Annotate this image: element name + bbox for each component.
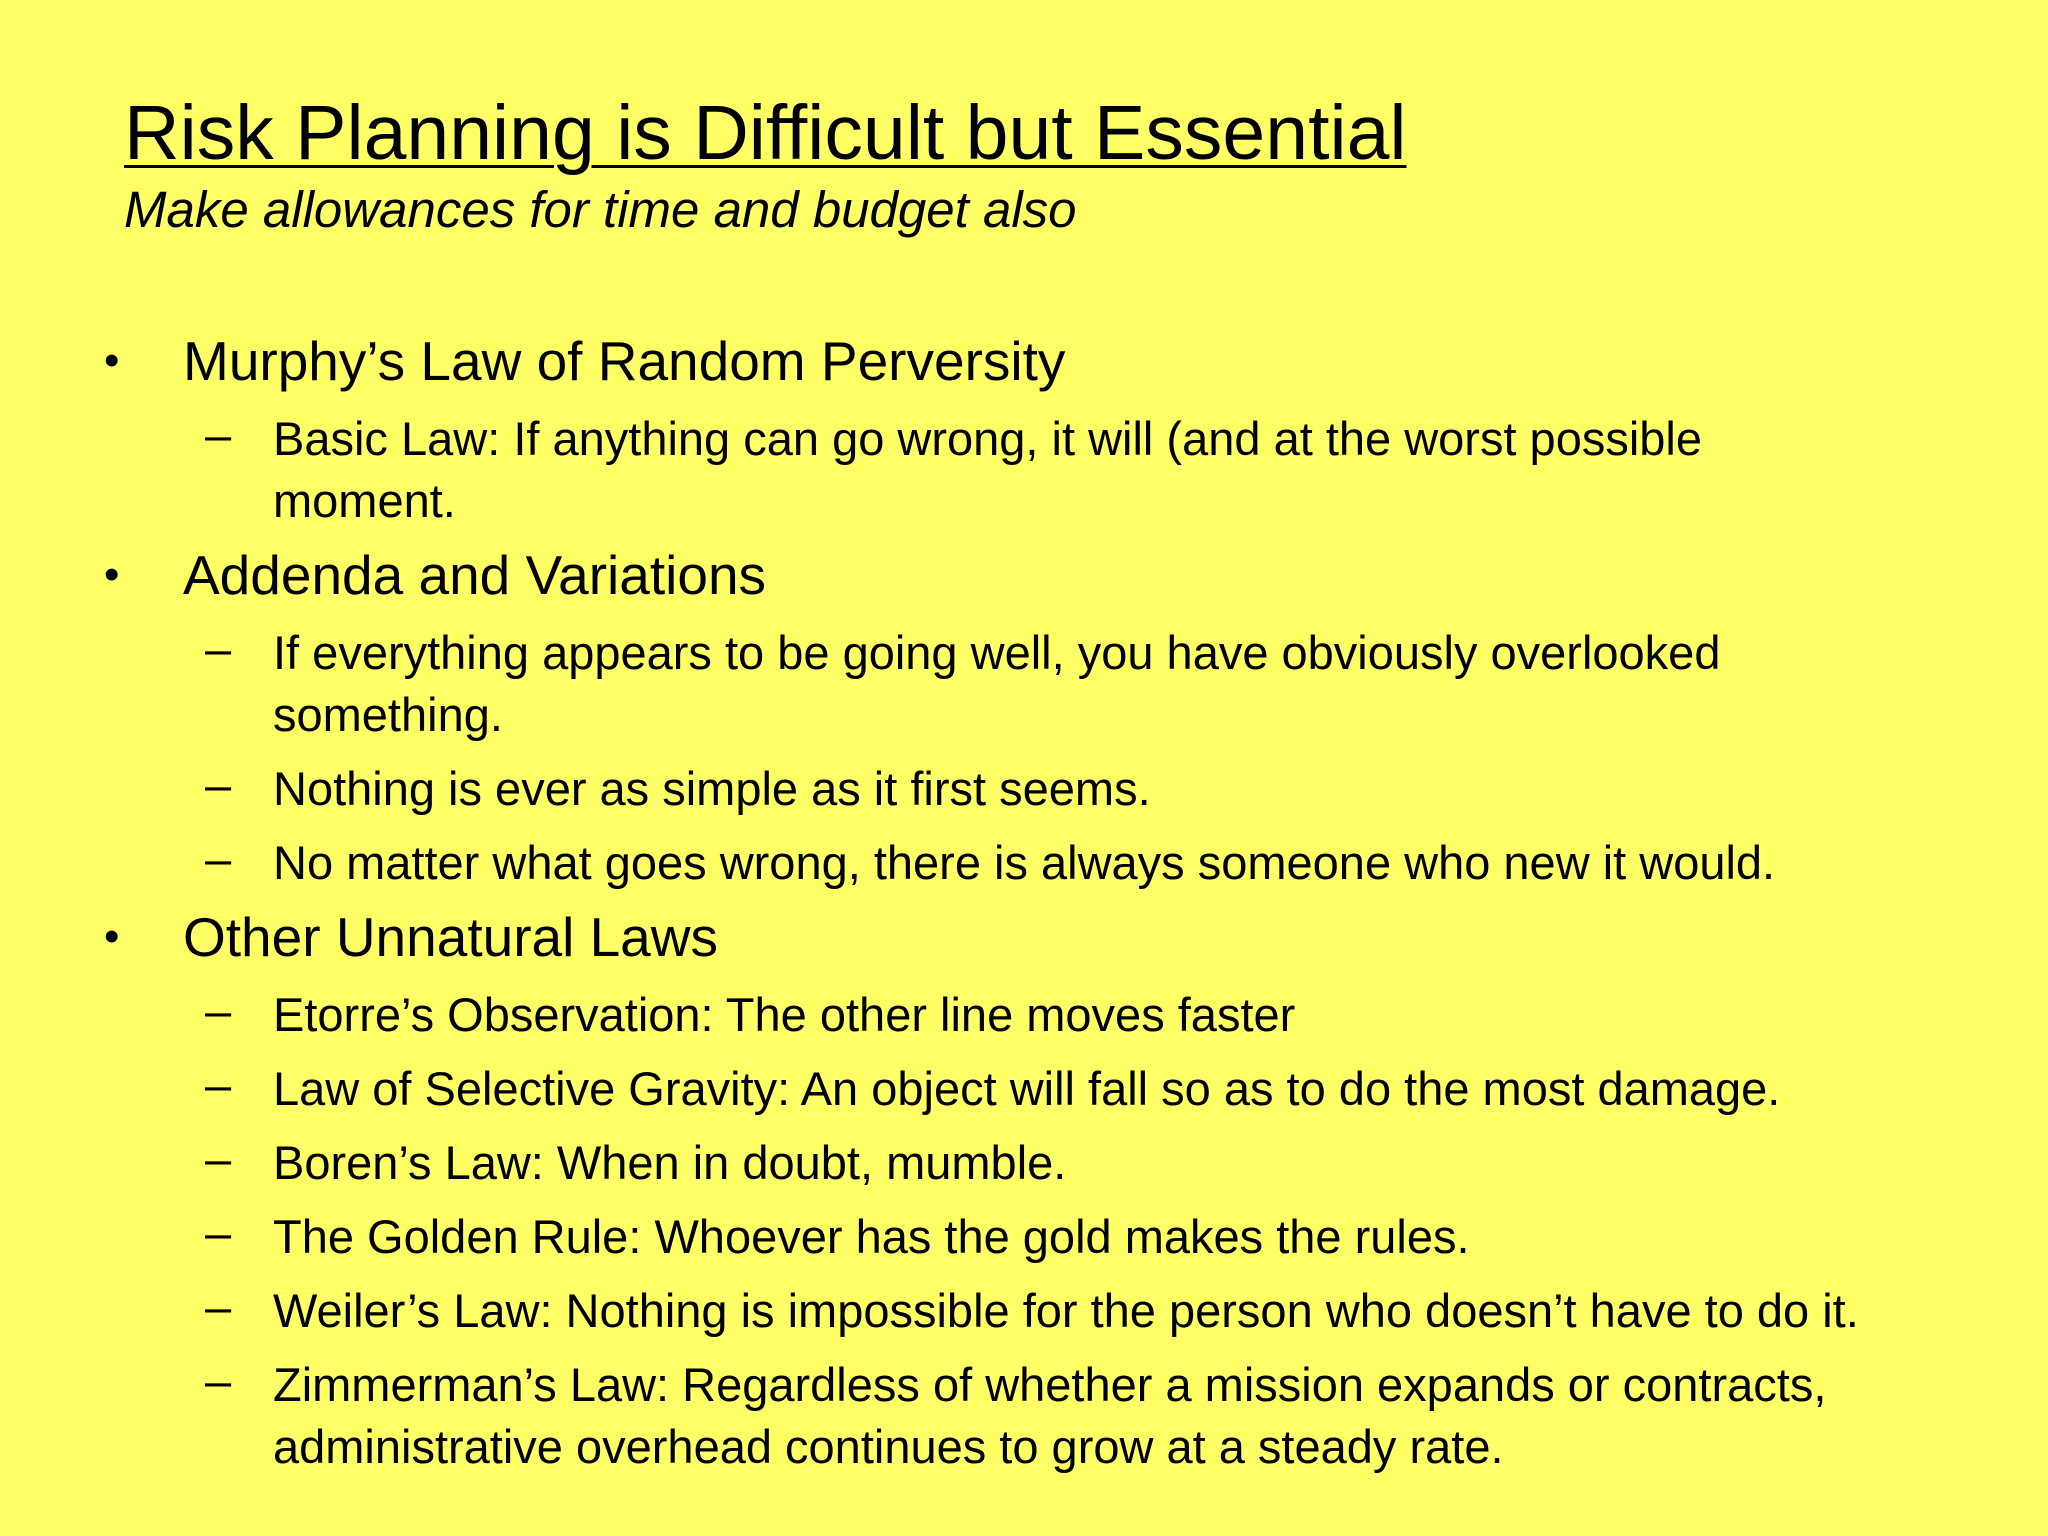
sub-bullet-text: Weiler’s Law: Nothing is impossible for the person who doesn’t have to do it. (273, 1284, 1859, 1337)
sub-bullet-text: Law of Selective Gravity: An object will fall so as to do the most damage. (273, 1062, 1781, 1115)
bullet-item (0, 902, 2048, 972)
dash-icon: – (205, 408, 232, 461)
sub-bullet-item (0, 1354, 2013, 1478)
bullet-text: Murphy’s Law of Random Perversity (183, 330, 1066, 392)
sub-bullet-text: Zimmerman’s Law: Regardless of whether a mission expands or contracts, administrative overhead continues to grow at a steady rate. (273, 1358, 1827, 1473)
sub-bullet-text: Boren’s Law: When in doubt, mumble. (273, 1136, 1067, 1189)
bullet-icon: • (104, 550, 120, 599)
sub-bullet-item (0, 1206, 2048, 1268)
bullet-item (0, 540, 2048, 610)
sub-bullet-text: No matter what goes wrong, there is always someone who new it would. (273, 836, 1776, 889)
dash-icon: – (205, 1206, 232, 1259)
bullet-text: Addenda and Variations (183, 544, 767, 606)
dash-icon: – (205, 1354, 232, 1407)
dash-icon: – (205, 1132, 232, 1185)
sub-bullet-text: Etorre’s Observation: The other line moves faster (273, 988, 1296, 1041)
sub-bullet-item (0, 1132, 2048, 1194)
bullet-item (0, 326, 2048, 396)
sub-bullet-item (0, 1058, 2048, 1120)
sub-bullet-item (0, 622, 1913, 746)
slide-subtitle: Make allowances for time and budget also (124, 181, 1077, 238)
bullet-icon: • (104, 336, 120, 385)
dash-icon: – (205, 1280, 232, 1333)
slide-title: Risk Planning is Difficult but Essential (124, 90, 1407, 176)
sub-bullet-item (0, 832, 2048, 894)
sub-bullet-text: Basic Law: If anything can go wrong, it will (and at the worst possible moment. (273, 412, 1703, 527)
sub-bullet-item (0, 408, 1913, 532)
bullet-icon: • (104, 912, 120, 961)
dash-icon: – (205, 622, 232, 675)
bullet-text: Other Unnatural Laws (183, 906, 718, 968)
sub-bullet-item (0, 984, 2048, 1046)
dash-icon: – (205, 984, 232, 1037)
sub-bullet-text: The Golden Rule: Whoever has the gold makes the rules. (273, 1210, 1470, 1263)
sub-bullet-text: Nothing is ever as simple as it first seems. (273, 762, 1151, 815)
sub-bullet-item (0, 1280, 2048, 1342)
dash-icon: – (205, 758, 232, 811)
dash-icon: – (205, 1058, 232, 1111)
dash-icon: – (205, 832, 232, 885)
bullet-list (0, 318, 2048, 1478)
sub-bullet-item (0, 758, 2048, 820)
sub-bullet-text: If everything appears to be going well, you have obviously overlooked something. (273, 626, 1721, 741)
